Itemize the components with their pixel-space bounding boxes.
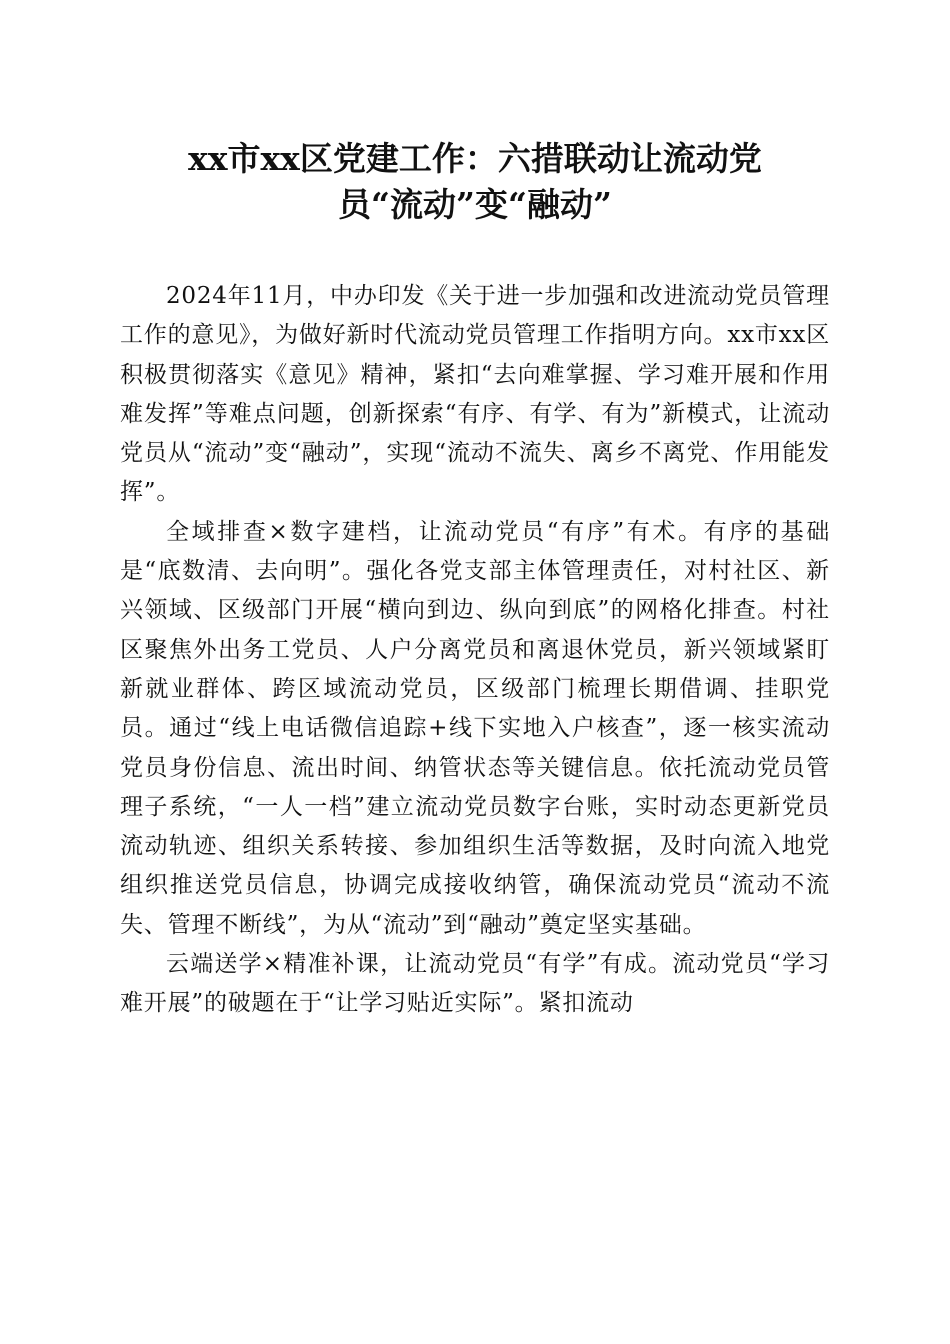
document-title (120, 136, 830, 228)
paragraph-learning: 云端送学×精准补课，让流动党员“有学”有成。流动党员“学习难开展”的破题在于“让学习贴近实际”。紧扣流动 (120, 951, 830, 1017)
paragraph-orderly: 全域排查×数字建档，让流动党员“有序”有术。有序的基础是“底数清、去向明”。强化各党支部主体管理责任，对村社区、新兴领域、区级部门开展“横向到边、纵向到底”的网格化排查。村社区聚焦外出务工党员、人户分离党员和离退休党员，新兴领域紧盯新就业群体、跨区域流动党员，区级部门梳理长期借调、挂职党员。通过“线上电话微信追踪+线下实地入户核查”，逐一核实流动党员身份信息、流出时间、纳管状态等关键信息。依托流动党员管理子系统，“一人一档”建立流动党员数字台账，实时动态更新党员流动轨迹、组织关系转接、参加组织生活等数据，及时向流入地党组织推送党员信息，协调完成接收纳管，确保流动党员“流动不流失、管理不断线”，为从“流动”到“融动”奠定坚实基础。 (120, 518, 830, 938)
title-line-1: xx市xx区党建工作：六措联动让流动党 (188, 139, 762, 178)
paragraph-intro: 2024年11月，中办印发《关于进一步加强和改进流动党员管理工作的意见》，为做好新时代流动党员管理工作指明方向。xx市xx区积极贯彻落实《意见》精神，紧扣“去向难掌握、学习难开展和作用难发挥”等难点问题，创新探索“有序、有学、有为”新模式，让流动党员从“流动”变“融动”，实现“流动不流失、离乡不离党、作用能发挥”。 (120, 283, 830, 506)
document-body (120, 277, 830, 1024)
title-line-2: 员“流动”变“融动” (338, 185, 612, 224)
